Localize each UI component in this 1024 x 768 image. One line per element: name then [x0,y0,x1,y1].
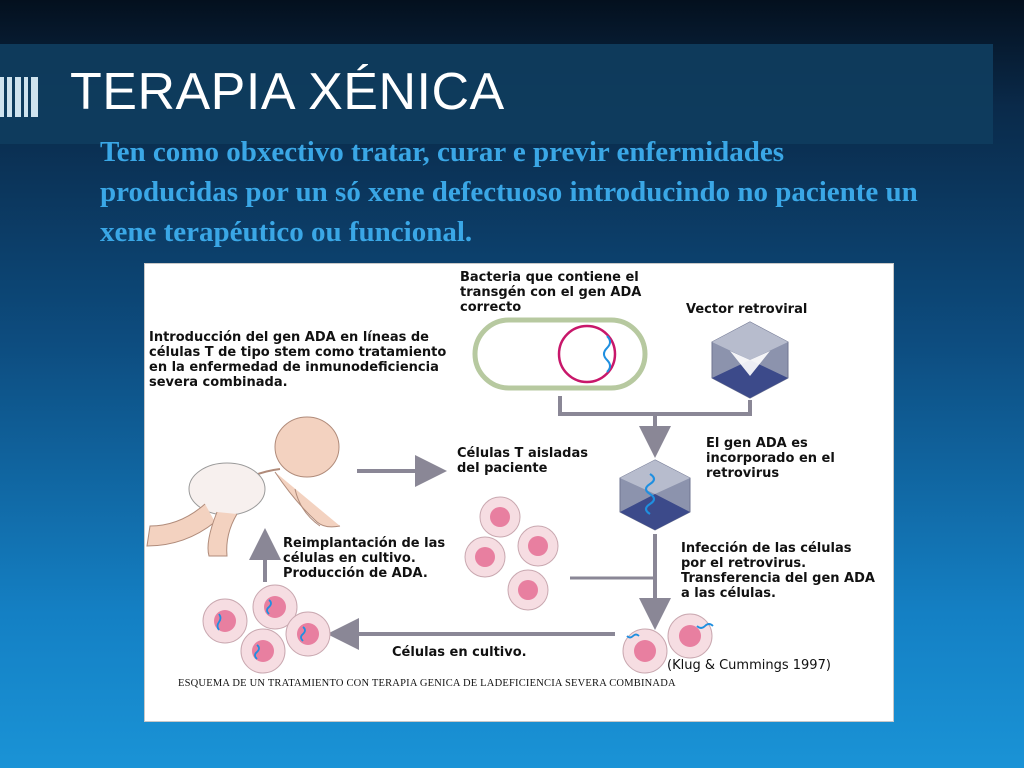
slide-subtitle: Ten como obxectivo tratar, curar e previr enfermidades producidas por un só xene defectuoso introducindo no paciente un xene terapéutico ou funcional. [100,136,918,248]
gene-therapy-diagram [144,263,894,722]
label-infection: Infección de las células por el retrovirus. Transferencia del gen ADA a las células. [681,541,875,601]
isolated-t-cells [465,497,558,610]
label-vector: Vector retroviral [686,302,808,317]
slide-title: TERAPIA XÉNICA [70,63,505,121]
cultured-cells [203,585,330,673]
bacteria-icon [475,320,645,388]
label-t-cells: Células T aisladas del paciente [457,446,588,476]
label-intro: Introducción del gen ADA en líneas de células T de tipo stem como tratamiento en la enfermedad de inmunodeficiencia severa combinada. [149,330,447,390]
figure-caption: ESQUEMA DE UN TRATAMIENTO CON TERAPIA GENICA DE LADEFICIENCIA SEVERA COMBINADA [178,678,676,689]
retroviral-vector-icon [712,322,788,398]
decorative-stripes [0,77,40,117]
virus-with-gene-icon [620,460,690,530]
label-gen-incorporated: El gen ADA es incorporado en el retrovirus [706,436,835,481]
label-culture: Células en cultivo. [392,645,527,660]
figure-credit: (Klug & Cummings 1997) [667,658,831,673]
label-bacteria: Bacteria que contiene el transgén con el gen ADA correcto [460,270,642,315]
label-reimplant: Reimplantación de las células en cultivo. Producción de ADA. [283,536,446,581]
